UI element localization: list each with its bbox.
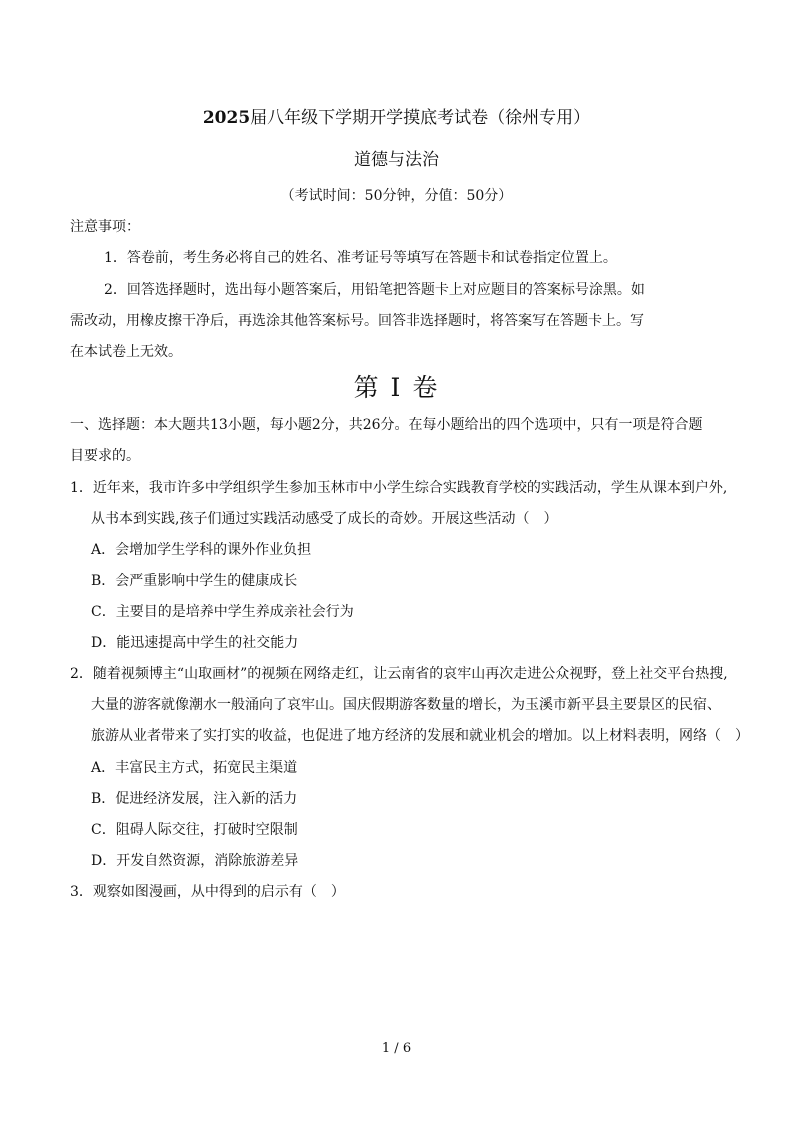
exam-time-info: （考试时间：50分钟，分值：50分） bbox=[280, 188, 513, 204]
notes-heading: 注意事项： bbox=[70, 219, 140, 235]
exam-title bbox=[0, 103, 793, 128]
question-2-option-b: B．促进经济发展，注入新的活力 bbox=[91, 791, 298, 807]
notes-item-2-line-1: 2．回答选择题时，选出每小题答案后，用铅笔把答题卡上对应题目的答案标号涂黑。如 bbox=[104, 282, 645, 298]
question-2-option-a: A．丰富民主方式，拓宽民主渠道 bbox=[91, 760, 298, 776]
question-1-stem-line-1: 1．近年来，我市许多中学组织学生参加玉林市中小学生综合实践教育学校的实践活动，学生从课本到户外, bbox=[70, 480, 728, 496]
question-1-option-b: B．会严重影响中学生的健康成长 bbox=[91, 573, 298, 589]
exam-title-year: 2025 bbox=[202, 108, 251, 128]
question-2-stem-line-2: 大量的游客就像潮水一般涌向了哀牢山。国庆假期游客数量的增长，为玉溪市新平县主要景区的民宿、 bbox=[91, 697, 721, 713]
question-1-option-d: D．能迅速提高中学生的社交能力 bbox=[91, 635, 299, 651]
question-2-stem-line-3: 旅游从业者带来了实打实的收益，也促进了地方经济的发展和就业机会的增加。以上材料表明，网络（ ） bbox=[91, 728, 749, 744]
notes-item-1: 1．答卷前，考生务必将自己的姓名、准考证号等填写在答题卡和试卷指定位置上。 bbox=[104, 250, 617, 266]
question-1-option-c: C．主要目的是培养中学生养成亲社会行为 bbox=[91, 604, 354, 620]
question-2-option-d: D．开发自然资源，消除旅游差异 bbox=[91, 853, 299, 869]
section-intro-line-2: 目要求的。 bbox=[70, 448, 140, 464]
notes-item-2-line-2: 需改动，用橡皮擦干净后，再选涂其他答案标号。回答非选择题时，将答案写在答题卡上。写 bbox=[70, 313, 644, 329]
notes-item-2-line-3: 在本试卷上无效。 bbox=[70, 344, 182, 360]
section-intro-line-1: 一、选择题：本大题共13小题，每小题2分，共26分。在每小题给出的四个选项中，只有一项是符合题 bbox=[70, 417, 703, 433]
page-number: 1 / 6 bbox=[381, 1041, 412, 1056]
question-3-stem-line-1: 3．观察如图漫画，从中得到的启示有（ ） bbox=[70, 884, 345, 900]
section-title: 第 I 卷 bbox=[353, 373, 440, 402]
question-1-stem-line-2: 从书本到实践,孩子们通过实践活动感受了成长的奇妙。开展这些活动（ ） bbox=[91, 511, 558, 527]
question-2-stem-line-1: 2．随着视频博主“山取画材”的视频在网络走红，让云南省的哀牢山再次走进公众视野，登上社交平台热搜, bbox=[70, 666, 728, 682]
question-1-option-a: A．会增加学生学科的课外作业负担 bbox=[91, 542, 312, 558]
exam-subject: 道德与法治 bbox=[354, 150, 439, 170]
question-2-option-c: C．阻碍人际交往，打破时空限制 bbox=[91, 822, 298, 838]
exam-title-text: 届八年级下学期开学摸底考试卷（徐州专用） bbox=[250, 108, 591, 128]
